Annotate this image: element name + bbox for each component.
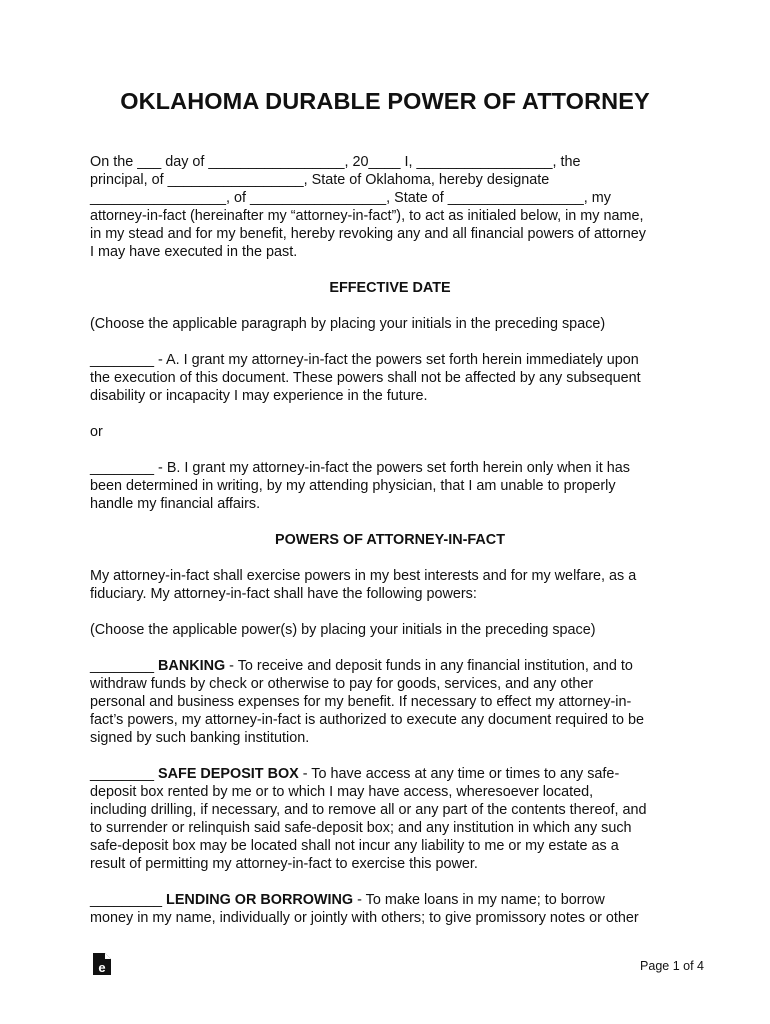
text-line (90, 657, 690, 675)
text-line: fact’s powers, my attorney-in-fact is authorized to execute any document required to be (90, 712, 645, 728)
initials-blank: ________ (90, 766, 159, 782)
text-line: ________ - B. I grant my attorney-in-fact the powers set forth herein only when it has (90, 460, 630, 476)
initials-blank: _________ (90, 892, 167, 908)
intro-paragraph (90, 153, 690, 261)
safe-deposit-paragraph (90, 765, 690, 873)
banking-label: BANKING (158, 658, 226, 674)
choose-paragraph-instruction: (Choose the applicable paragraph by placing your initials in the preceding space) (90, 316, 606, 332)
effective-date-heading: EFFECTIVE DATE (329, 280, 451, 296)
eforms-logo-icon (92, 952, 112, 976)
text-line: money in my name, individually or jointly with others; to give promissory notes or other (90, 910, 639, 926)
text-line: On the ___ day of _________________, 20____ I, _________________, the (90, 154, 581, 170)
text-line: disability or incapacity I may experience in the future. (90, 388, 428, 404)
text-line: principal, of _________________, State of Oklahoma, hereby designate (90, 172, 550, 188)
or-text: or (90, 424, 103, 440)
text-line: I may have executed in the past. (90, 244, 298, 260)
powers-heading: POWERS OF ATTORNEY-IN-FACT (275, 532, 505, 548)
svg-text:e: e (98, 960, 106, 975)
option-a-paragraph (90, 351, 690, 405)
document-body (90, 153, 690, 927)
text-fragment: - To make loans in my name; to borrow (353, 892, 605, 908)
page-number: Page 1 of 4 (640, 959, 704, 973)
document-title: OKLAHOMA DURABLE POWER OF ATTORNEY (120, 88, 650, 114)
text-line: deposit box rented by me or to which I may have access, wheresoever located, (90, 784, 594, 800)
text-fragment: - To have access at any time or times to any safe- (298, 766, 620, 782)
text-line: personal and business expenses for my benefit. If necessary to effect my attorney-in- (90, 694, 632, 710)
lending-label: LENDING OR BORROWING (166, 892, 354, 908)
text-line: fiduciary. My attorney-in-fact shall have the following powers: (90, 586, 477, 602)
text-line: result of permitting my attorney-in-fact to exercise this power. (90, 856, 478, 872)
text-fragment: - To receive and deposit funds in any financial institution, and to (225, 658, 633, 674)
option-b-paragraph (90, 459, 690, 513)
text-line: handle my financial affairs. (90, 496, 261, 512)
safe-deposit-label: SAFE DEPOSIT BOX (158, 766, 299, 782)
text-line: signed by such banking institution. (90, 730, 310, 746)
banking-paragraph (90, 657, 690, 747)
text-line: in my stead and for my benefit, hereby revoking any and all financial powers of attorney (90, 226, 646, 242)
text-line: including drilling, if necessary, and to remove all or any part of the contents thereof, and (90, 802, 647, 818)
choose-powers-instruction: (Choose the applicable power(s) by placing your initials in the preceding space) (90, 622, 596, 638)
text-line: the execution of this document. These powers shall not be affected by any subsequent (90, 370, 641, 386)
text-line: _________________, of _________________, State of _________________, my (90, 190, 611, 206)
powers-intro-paragraph (90, 567, 690, 603)
text-line: safe-deposit box may be located shall not incur any liability to me or my estate as a (90, 838, 619, 854)
text-line: My attorney-in-fact shall exercise powers in my best interests and for my welfare, as a (90, 568, 637, 584)
initials-blank: ________ (90, 658, 159, 674)
text-line: been determined in writing, by my attending physician, that I am unable to properly (90, 478, 616, 494)
text-line: to surrender or relinquish said safe-deposit box; and any institution in which any such (90, 820, 632, 836)
text-line (90, 891, 690, 909)
lending-paragraph (90, 891, 690, 927)
text-line (90, 765, 690, 783)
text-line: attorney-in-fact (hereinafter my “attorney-in-fact”), to act as initialed below, in my name, (90, 208, 644, 224)
text-line: ________ - A. I grant my attorney-in-fact the powers set forth herein immediately upon (90, 352, 639, 368)
text-line: withdraw funds by check or otherwise to pay for goods, services, and any other (90, 676, 594, 692)
